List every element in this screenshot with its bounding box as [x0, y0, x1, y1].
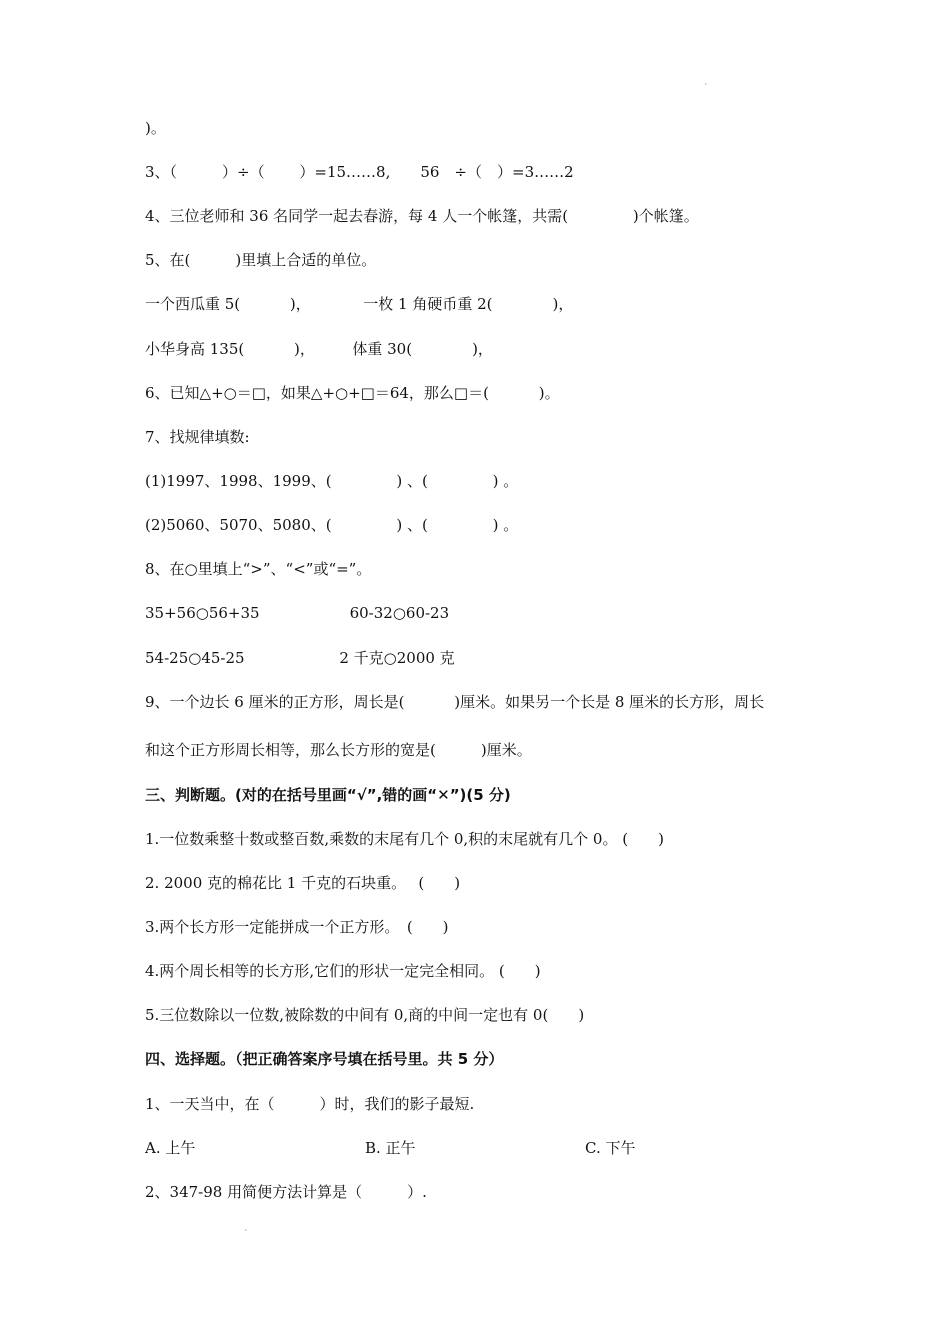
- choice-q1-line: 1、一天当中，在（ ）时，我们的影子最短.: [145, 1095, 475, 1113]
- q6-line: 6、已知△+○＝□，如果△+○+□＝64，那么□＝( )。: [145, 384, 560, 402]
- q5-units-line-2: 小华身高 135( )， 体重 30( )，: [145, 340, 493, 358]
- q5-line: 5、在( )里填上合适的单位。: [145, 251, 377, 269]
- q3-line: 3、（ ）÷（ ）=15……8, 56 ÷（ ）=3……2: [145, 163, 574, 181]
- q8-row2-line: 54-25○45-25 2 千克○2000 克: [145, 649, 455, 667]
- q5-units-line-1: 一个西瓜重 5( )， 一枚 1 角硬币重 2( )，: [145, 295, 574, 313]
- judge-q1-line: 1.一位数乘整十数或整百数,乘数的末尾有几个 0,积的末尾就有几个 0。 ( ): [145, 830, 664, 848]
- judge-q2-line: 2. 2000 克的棉花比 1 千克的石块重。 ( ): [145, 874, 461, 892]
- choice-q1-option-a: A. 上午: [145, 1139, 196, 1157]
- choice-q1-option-c: C. 下午: [585, 1139, 636, 1157]
- q7-line: 7、找规律填数:: [145, 428, 250, 446]
- corner-mark-bottom: ˛: [244, 1222, 248, 1231]
- q9-line-1: 9、一个边长 6 厘米的正方形，周长是( )厘米。如果另一个长是 8 厘米的长方形，周长: [145, 693, 765, 711]
- judge-q3-line: 3.两个长方形一定能拼成一个正方形。 ( ): [145, 918, 449, 936]
- corner-mark-top: ˛: [704, 76, 708, 85]
- q9-line-2: 和这个正方形周长相等，那么长方形的宽是( )厘米。: [145, 741, 532, 759]
- q7-part1-line: (1)1997、1998、1999、( ) 、( ) 。: [145, 472, 519, 490]
- choice-q1-option-b: B. 正午: [365, 1139, 416, 1157]
- judge-q4-line: 4.两个周长相等的长方形,它们的形状一定完全相同。 ( ): [145, 962, 541, 980]
- choice-q2-line: 2、347-98 用简便方法计算是（ ）.: [145, 1183, 427, 1201]
- section-4-heading: 四、选择题。（把正确答案序号填在括号里。共 5 分）: [145, 1050, 504, 1068]
- q8-row1-line: 35+56○56+35 60-32○60-23: [145, 604, 450, 622]
- judge-q5-line: 5.三位数除以一位数,被除数的中间有 0,商的中间一定也有 0( ): [145, 1006, 585, 1024]
- section-3-heading: 三、判断题。(对的在括号里画“√”,错的画“✕”)(5 分): [145, 786, 511, 804]
- q4-line: 4、三位老师和 36 名同学一起去春游，每 4 人一个帐篷，共需( )个帐篷。: [145, 207, 699, 225]
- q7-part2-line: (2)5060、5070、5080、( ) 、( ) 。: [145, 516, 519, 534]
- line-continuation: )。: [145, 119, 166, 137]
- q8-line: 8、在○里填上“>”、“<”或“=”。: [145, 560, 372, 578]
